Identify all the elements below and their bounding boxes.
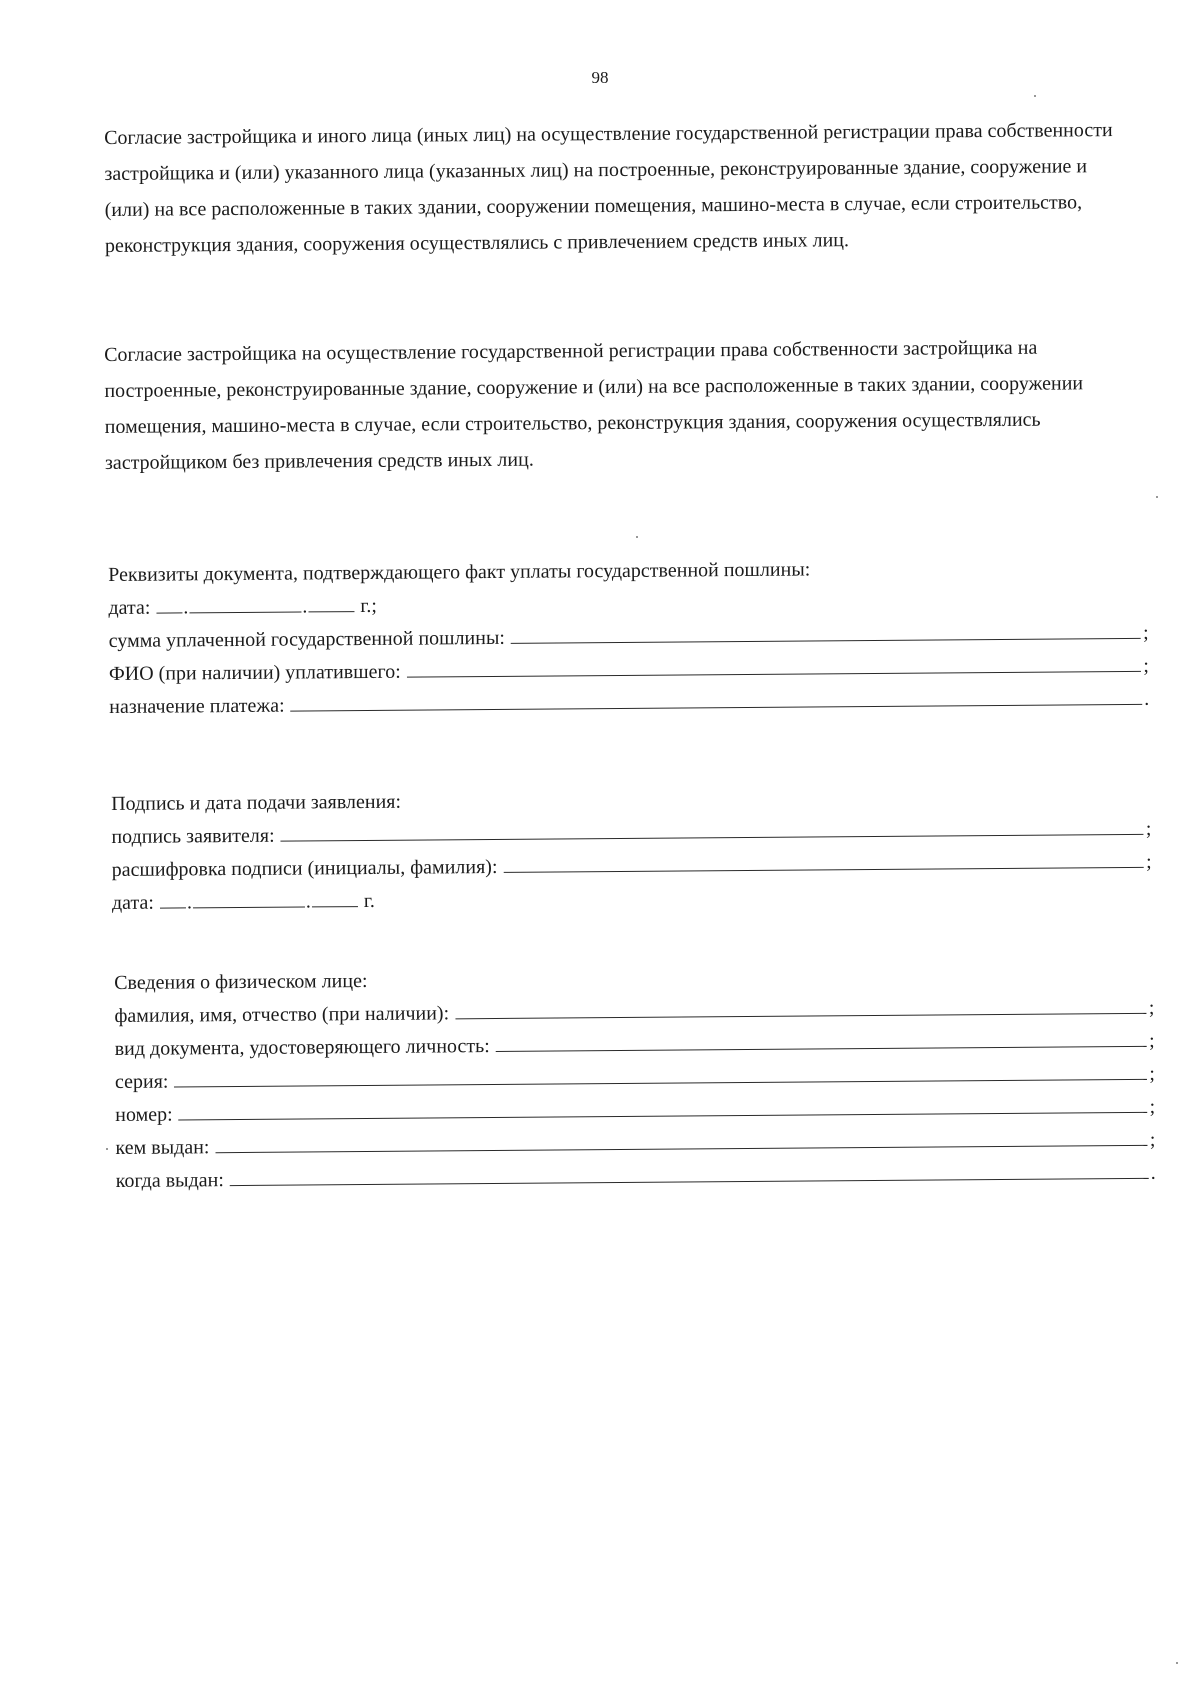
row-end-mark: ; — [1149, 1029, 1155, 1052]
developer-consent-paragraph: Согласие застройщика на осуществление государственной регистрации права собственности застройщика на построенные, реконструированные здание, сооружение и (или) на все расположенные в таких здании, сооружении помещения, машино-места в случае, если строительство, реконструкция здания, сооружения осуществлялись застройщиком без привлечения средств иных лиц. — [104, 336, 1084, 474]
payment-date-year-field[interactable] — [308, 610, 354, 612]
payment-amount-label: сумма уплаченной государственной пошлины: — [108, 626, 505, 652]
document-issue-date-label: когда выдан: — [115, 1169, 224, 1192]
payment-amount-field[interactable] — [511, 637, 1141, 644]
signature-decode-field[interactable] — [503, 866, 1144, 873]
applicant-signature-field[interactable] — [281, 833, 1144, 842]
applicant-signature-label: подпись заявителя: — [111, 824, 275, 848]
person-details-section — [114, 954, 1156, 1193]
payment-date-day-field[interactable] — [156, 611, 182, 613]
payer-name-field[interactable] — [407, 670, 1142, 678]
row-end-mark: ; — [1148, 996, 1155, 1019]
payment-date-suffix: г.; — [360, 594, 377, 618]
row-end-mark: ; — [1145, 817, 1152, 840]
row-end-mark: ; — [1146, 850, 1152, 873]
signature-date-month-field[interactable] — [193, 905, 305, 908]
scan-speck — [106, 1148, 108, 1150]
id-document-type-field[interactable] — [496, 1045, 1147, 1052]
document-issue-date-field[interactable] — [230, 1177, 1149, 1186]
payment-date-separator: . — [302, 595, 308, 618]
signature-date-separator: . — [186, 891, 192, 914]
scan-speck — [1176, 1662, 1178, 1664]
payment-purpose-label: назначение платежа: — [109, 694, 285, 718]
id-document-type-label: вид документа, удостоверяющего личность: — [114, 1035, 490, 1060]
signature-date-day-field[interactable] — [160, 906, 186, 908]
payment-purpose-field[interactable] — [291, 703, 1143, 712]
scan-speck — [1034, 95, 1036, 97]
document-issuer-label: кем выдан: — [115, 1136, 210, 1159]
person-name-field[interactable] — [455, 1012, 1147, 1019]
row-end-mark: . — [1150, 1161, 1156, 1184]
document-series-label: серия: — [114, 1070, 169, 1093]
scan-speck — [1156, 496, 1158, 498]
row-end-mark: ; — [1143, 654, 1149, 677]
payer-name-label: ФИО (при наличии) уплатившего: — [108, 660, 401, 685]
payment-date-label: дата: — [108, 596, 151, 619]
row-end-mark: ; — [1149, 1128, 1156, 1151]
document-issuer-field[interactable] — [215, 1144, 1147, 1153]
signature-decode-label: расшифровка подписи (инициалы, фамилия): — [111, 855, 498, 881]
signature-section — [111, 775, 1152, 915]
row-end-mark: ; — [1149, 1062, 1155, 1085]
signature-date-label: дата: — [111, 891, 154, 914]
page-number: 98 — [591, 68, 609, 87]
signature-date-year-field[interactable] — [312, 905, 358, 907]
person-name-label: фамилия, имя, отчество (при наличии): — [114, 1002, 450, 1027]
signature-heading: Подпись и дата подачи заявления: — [111, 790, 402, 815]
scan-speck — [636, 536, 638, 538]
developer-and-others-consent-paragraph: Согласие застройщика и иного лица (иных лиц) на осуществление государственной регистрации права собственности застройщика и (или) указанного лица (указанных лиц) на построенные, реконструированные здание, сооружение и (или) на все расположенные в таких здании, сооружении помещения, машино-места в случае, если строительство, реконструкция здания, сооружения осуществлялись с привлечением средств иных лиц. — [104, 119, 1113, 257]
document-number-label: номер: — [115, 1103, 173, 1126]
signature-date-suffix: г. — [363, 889, 375, 913]
payment-details-heading: Реквизиты документа, подтверждающего факт уплаты государственной пошлины: — [108, 558, 811, 586]
payment-date-separator: . — [183, 596, 189, 619]
row-end-mark: . — [1144, 687, 1150, 710]
document-issue-date-row — [116, 1152, 1156, 1193]
person-details-heading: Сведения о физическом лице: — [114, 970, 368, 994]
signature-date-separator: . — [305, 890, 311, 913]
row-end-mark: ; — [1143, 621, 1149, 644]
payment-details-section — [108, 546, 1149, 719]
payment-date-month-field[interactable] — [189, 610, 301, 613]
row-end-mark: ; — [1149, 1095, 1156, 1118]
